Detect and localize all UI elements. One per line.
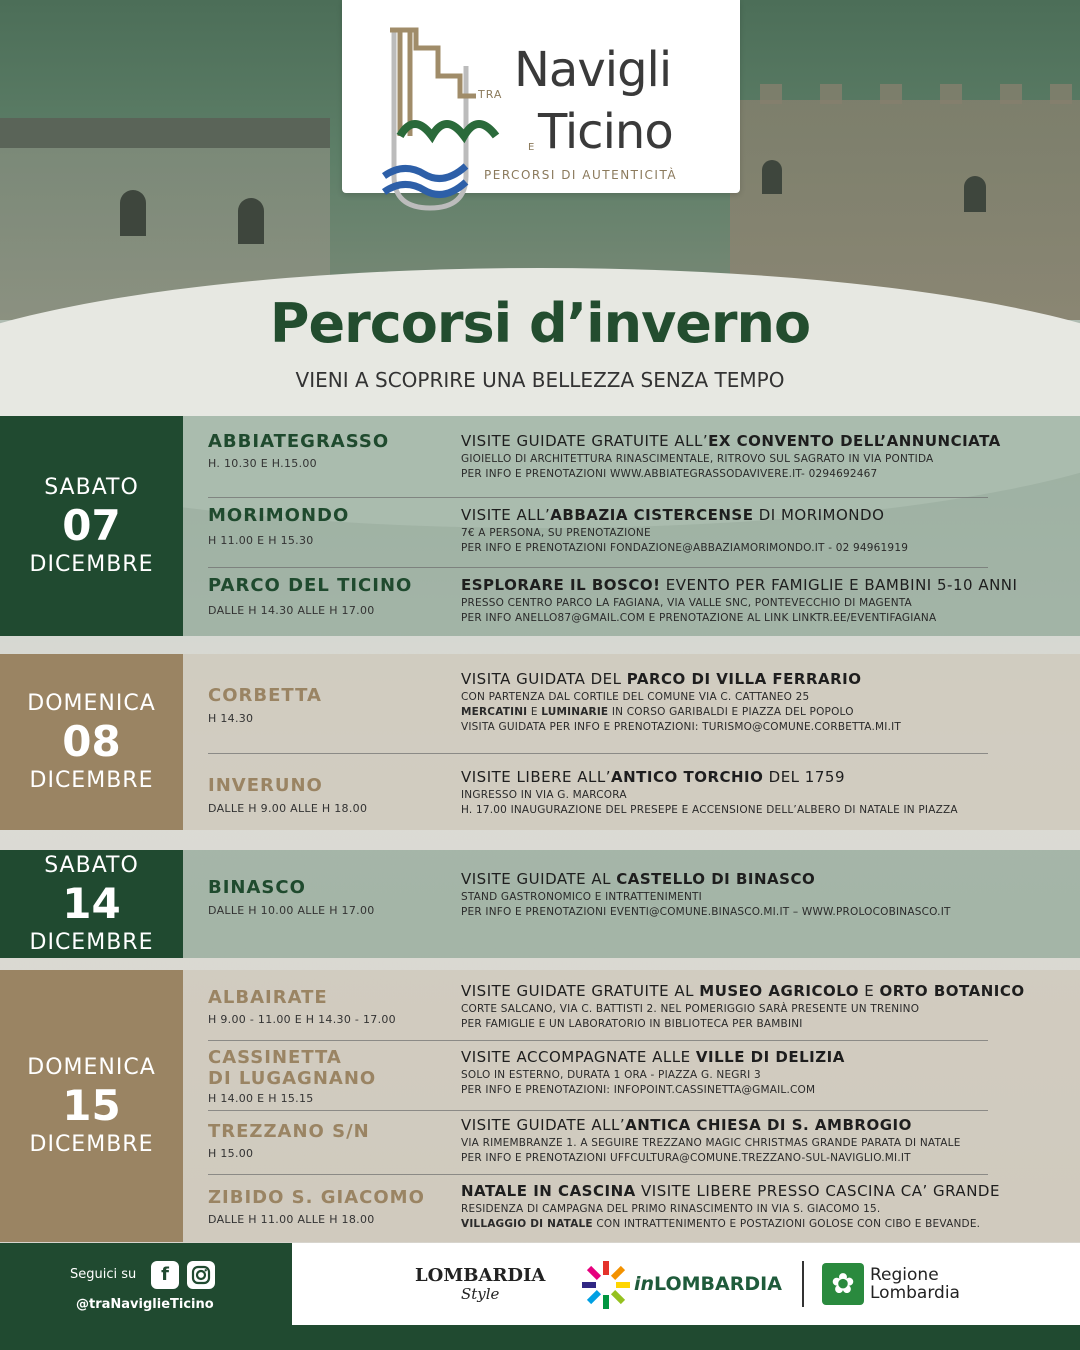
date-day: 15 xyxy=(62,1080,121,1130)
date-day: 14 xyxy=(62,878,121,928)
event-place: INVERUNO xyxy=(208,775,323,796)
event-place: BINASCO xyxy=(208,877,306,898)
event-detail: CON PARTENZA DAL CORTILE DEL COMUNE VIA C. CATTANEO 25 xyxy=(461,691,810,703)
regione-lombardia-icon: ✿ xyxy=(822,1263,864,1305)
event-detail: VIA RIMEMBRANZE 1. A SEGUIRE TREZZANO MAGIC CHRISTMAS GRANDE PARATA DI NATALE xyxy=(461,1137,961,1149)
event-place: MORIMONDO xyxy=(208,505,350,526)
event-hours: H 15.00 xyxy=(208,1147,254,1160)
crenel xyxy=(880,84,902,104)
event-description xyxy=(461,576,1021,624)
date-month: DICEMBRE xyxy=(29,768,154,794)
crenel xyxy=(940,84,962,104)
instagram-icon[interactable] xyxy=(187,1261,215,1289)
event-place: CORBETTA xyxy=(208,685,322,706)
event-detail: PER INFO E PRENOTAZIONI WWW.ABBIATEGRASSODAVIVERE.IT- 0294692467 xyxy=(461,468,878,480)
event-place: CASSINETTA DI LUGAGNANO xyxy=(208,1047,377,1089)
date-weekday: DOMENICA xyxy=(27,1054,156,1080)
logo-navigli: Navigli xyxy=(514,42,672,98)
day-block-15 xyxy=(0,970,1080,1242)
divider xyxy=(208,497,988,498)
date-day: 08 xyxy=(62,716,121,766)
date-weekday: DOMENICA xyxy=(27,690,156,716)
event-description xyxy=(461,506,1021,554)
window xyxy=(120,190,146,236)
date-panel xyxy=(0,970,183,1242)
divider xyxy=(208,753,988,754)
follow-label: Seguici su xyxy=(70,1267,137,1282)
day-block-14 xyxy=(0,850,1080,958)
logo xyxy=(342,0,740,193)
event-place: ZIBIDO S. GIACOMO xyxy=(208,1187,425,1208)
event-detail: PRESSO CENTRO PARCO LA FAGIANA, VIA VALLE SNC, PONTEVECCHIO DI MAGENTA xyxy=(461,597,912,609)
event-detail: GIOIELLO DI ARCHITETTURA RINASCIMENTALE, RITROVO SUL SAGRATO IN VIA PONTIDA xyxy=(461,453,934,465)
event-hours: DALLE H 10.00 ALLE H 17.00 xyxy=(208,904,375,917)
event-detail: PER INFO ANELLO87@GMAIL.COM E PRENOTAZIONE AL LINK LINKTR.EE/EVENTIFAGIANA xyxy=(461,612,937,624)
event-hours: H 14.30 xyxy=(208,712,254,725)
event-detail: SOLO IN ESTERNO, DURATA 1 ORA - PIAZZA G. NEGRI 3 xyxy=(461,1069,761,1081)
event-place: TREZZANO S/N xyxy=(208,1121,370,1142)
event-detail: VILLAGGIO DI NATALE CON INTRATTENIMENTO E POSTAZIONI GOLOSE CON CIBO E BEVANDE. xyxy=(461,1218,981,1230)
page-subtitle: VIENI A SCOPRIRE UNA BELLEZZA SENZA TEMPO xyxy=(295,368,785,392)
event-hours: DALLE H 9.00 ALLE H 18.00 xyxy=(208,802,368,815)
date-month: DICEMBRE xyxy=(29,1132,154,1158)
date-panel xyxy=(0,654,183,830)
events-list xyxy=(183,416,1080,636)
date-day: 07 xyxy=(62,500,121,550)
event-headline: VISITE GUIDATE GRATUITE ALL’EX CONVENTO DELL’ANNUNCIATA xyxy=(461,432,1001,450)
event-headline: VISITE GUIDATE ALL’ANTICA CHIESA DI S. AMBROGIO xyxy=(461,1116,912,1134)
event-headline: VISITE LIBERE ALL’ANTICO TORCHIO DEL 1759 xyxy=(461,768,845,786)
logo-ticino: Ticino xyxy=(538,104,673,160)
date-weekday: SABATO xyxy=(44,852,139,878)
castle-left-roof xyxy=(0,118,330,148)
date-month: DICEMBRE xyxy=(29,552,154,578)
event-hours: DALLE H 14.30 ALLE H 17.00 xyxy=(208,604,375,617)
regione-lombardia-logo: Regione Lombardia xyxy=(870,1265,960,1303)
event-headline: NATALE IN CASCINA VISITE LIBERE PRESSO CASCINA CA’ GRANDE xyxy=(461,1182,1000,1200)
event-description xyxy=(461,982,1025,1030)
event-detail: H. 17.00 INAUGURAZIONE DEL PRESEPE E ACCENSIONE DELL’ALBERO DI NATALE IN PIAZZA xyxy=(461,804,958,816)
lombardia-style-logo: LOMBARDIA Style xyxy=(415,1265,546,1303)
event-hours: H 9.00 - 11.00 E H 14.30 - 17.00 xyxy=(208,1013,396,1026)
event-detail: PER FAMIGLIE E UN LABORATORIO IN BIBLIOTECA PER BAMBINI xyxy=(461,1018,803,1030)
footer-bar xyxy=(292,1325,1080,1350)
footer-sponsors xyxy=(292,1243,1080,1325)
date-month: DICEMBRE xyxy=(29,930,154,956)
event-detail: 7€ A PERSONA, SU PRENOTAZIONE xyxy=(461,527,651,539)
event-headline: VISITA GUIDATA DEL PARCO DI VILLA FERRARIO xyxy=(461,670,862,688)
event-hours: H 11.00 E H 15.30 xyxy=(208,534,314,547)
date-panel xyxy=(0,850,183,958)
logo-e: E xyxy=(528,142,535,153)
event-description xyxy=(461,1182,1021,1230)
event-detail: CORTE SALCANO, VIA C. BATTISTI 2. NEL POMERIGGIO SARÀ PRESENTE UN TRENINO xyxy=(461,1003,920,1015)
event-detail: RESIDENZA DI CAMPAGNA DEL PRIMO RINASCIMENTO IN VIA S. GIACOMO 15. xyxy=(461,1203,881,1215)
event-headline: VISITE GUIDATE GRATUITE AL MUSEO AGRICOLO E ORTO BOTANICO xyxy=(461,982,1025,1000)
date-panel xyxy=(0,416,183,636)
facebook-icon[interactable]: f xyxy=(151,1261,179,1289)
divider xyxy=(208,1110,988,1111)
event-headline: VISITE ACCOMPAGNATE ALLE VILLE DI DELIZIA xyxy=(461,1048,845,1066)
page-title: Percorsi d’inverno xyxy=(269,292,811,355)
crenel xyxy=(820,84,842,104)
event-hours: H. 10.30 E H.15.00 xyxy=(208,457,317,470)
event-description xyxy=(461,768,1021,816)
event-hours: H 14.00 E H 15.15 xyxy=(208,1092,314,1105)
day-block-07 xyxy=(0,416,1080,636)
event-description xyxy=(461,432,1021,480)
crenel xyxy=(1000,84,1022,104)
inlombardia-logo: inLOMBARDIA xyxy=(634,1273,782,1295)
logo-divider xyxy=(802,1261,804,1307)
event-headline: VISITE GUIDATE AL CASTELLO DI BINASCO xyxy=(461,870,816,888)
day-block-08 xyxy=(0,654,1080,830)
window xyxy=(238,198,264,244)
logo-tra: TRA xyxy=(478,88,503,101)
divider xyxy=(208,567,988,568)
window xyxy=(762,160,782,194)
logo-tagline: PERCORSI DI AUTENTICITÀ xyxy=(484,168,678,182)
social-handle[interactable]: @traNaviglieTicino xyxy=(76,1297,214,1312)
event-detail: VISITA GUIDATA PER INFO E PRENOTAZIONI: TURISMO@COMUNE.CORBETTA.MI.IT xyxy=(461,721,902,733)
date-weekday: SABATO xyxy=(44,474,139,500)
event-description xyxy=(461,1116,1021,1164)
event-place: PARCO DEL TICINO xyxy=(208,575,413,596)
footer-social xyxy=(0,1243,292,1350)
event-headline: ESPLORARE IL BOSCO! EVENTO PER FAMIGLIE E BAMBINI 5-10 ANNI xyxy=(461,576,1018,594)
divider xyxy=(208,1040,988,1041)
event-detail: PER INFO E PRENOTAZIONI: INFOPOINT.CASSINETTA@GMAIL.COM xyxy=(461,1084,816,1096)
event-hours: DALLE H 11.00 ALLE H 18.00 xyxy=(208,1213,375,1226)
events-list xyxy=(183,970,1080,1242)
event-detail: STAND GASTRONOMICO E INTRATTENIMENTI xyxy=(461,891,702,903)
event-place: ABBIATEGRASSO xyxy=(208,431,390,452)
event-detail: PER INFO E PRENOTAZIONI EVENTI@COMUNE.BINASCO.MI.IT – WWW.PROLOCOBINASCO.IT xyxy=(461,906,951,918)
event-description xyxy=(461,670,1021,733)
inlombardia-star-icon xyxy=(576,1259,636,1311)
events-list xyxy=(183,850,1080,958)
event-headline: VISITE ALL’ABBAZIA CISTERCENSE DI MORIMONDO xyxy=(461,506,885,524)
events-list xyxy=(183,654,1080,830)
crenel xyxy=(760,84,782,104)
event-detail: INGRESSO IN VIA G. MARCORA xyxy=(461,789,627,801)
event-detail: MERCATINI E LUMINARIE IN CORSO GARIBALDI E PIAZZA DEL POPOLO xyxy=(461,706,854,718)
logo-mark-icon xyxy=(380,26,512,216)
event-description xyxy=(461,870,1021,918)
event-detail: PER INFO E PRENOTAZIONI UFFCULTURA@COMUNE.TREZZANO-SUL-NAVIGLIO.MI.IT xyxy=(461,1152,911,1164)
window xyxy=(964,176,986,212)
event-place: ALBAIRATE xyxy=(208,987,328,1008)
divider xyxy=(208,1174,988,1175)
crenel xyxy=(1050,84,1072,104)
event-detail: PER INFO E PRENOTAZIONI FONDAZIONE@ABBAZIAMORIMONDO.IT - 02 94961919 xyxy=(461,542,909,554)
event-description xyxy=(461,1048,1021,1096)
